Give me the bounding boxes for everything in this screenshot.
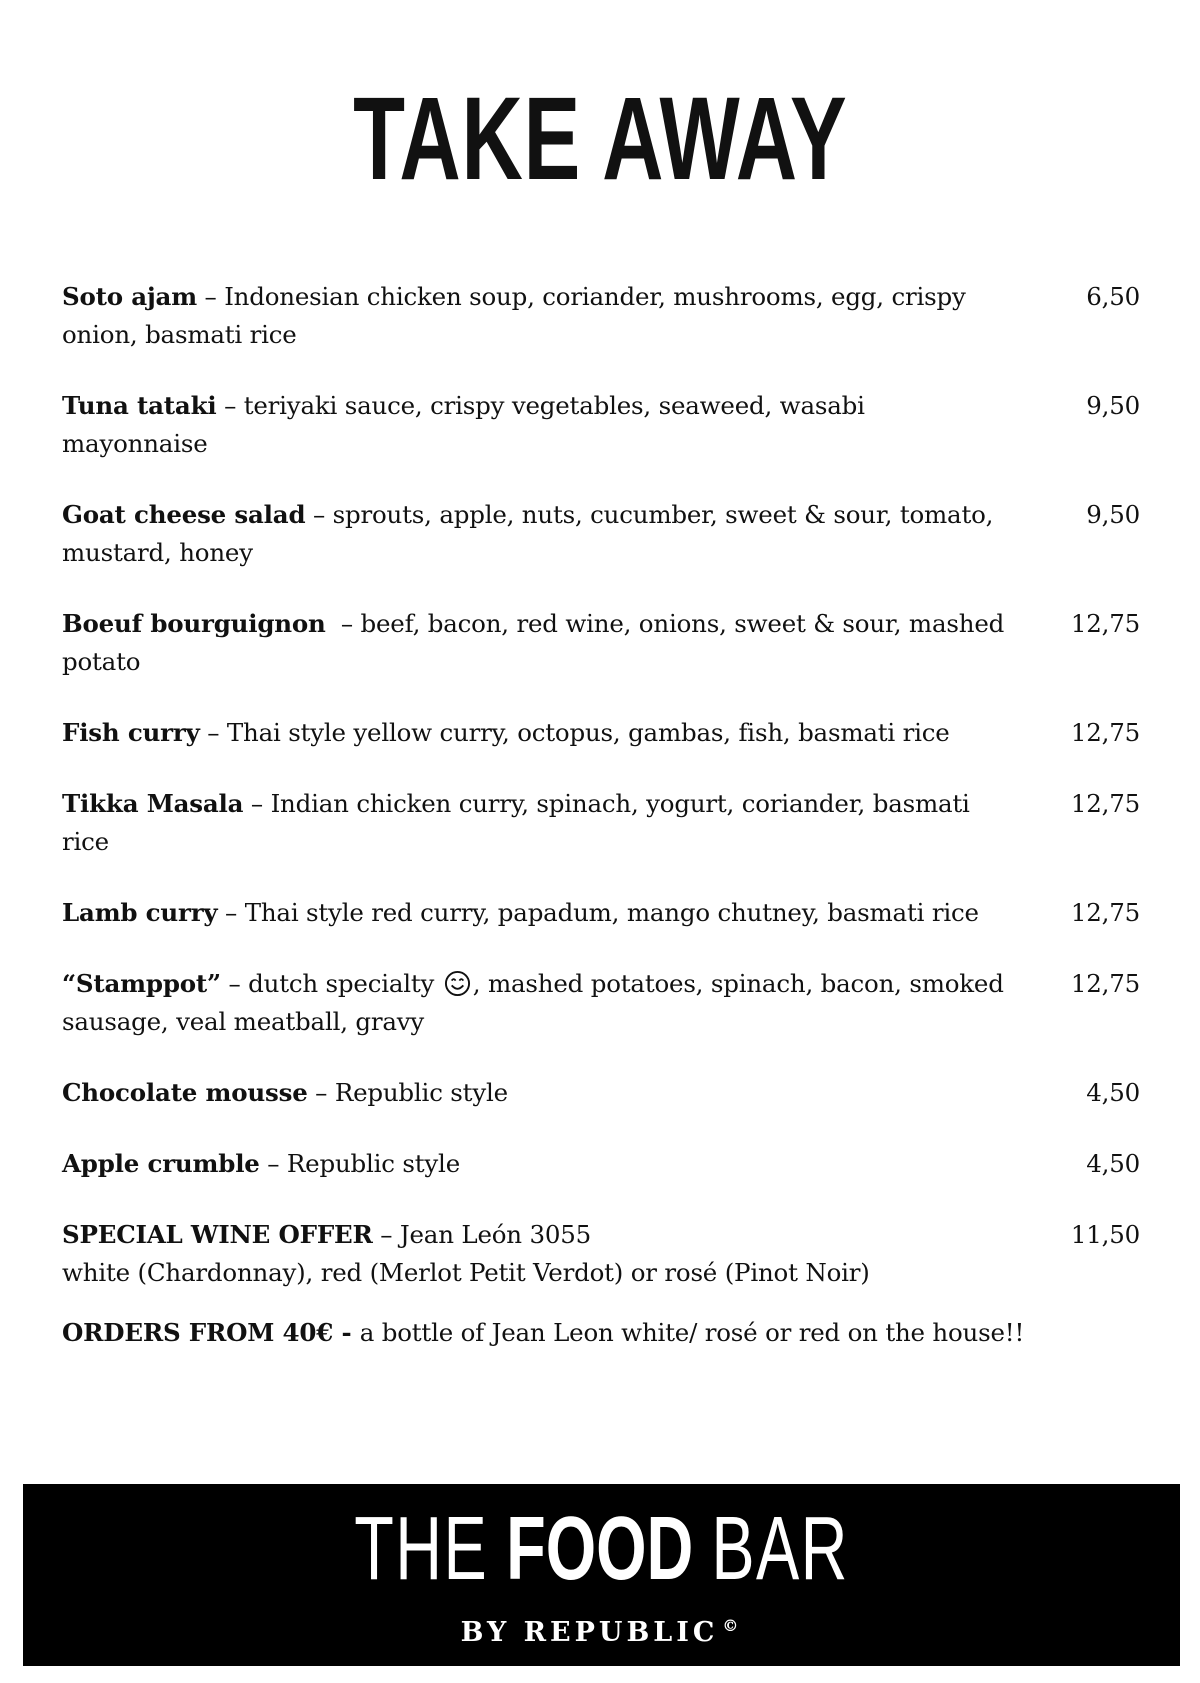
item-name: SPECIAL WINE OFFER — [62, 1220, 373, 1249]
wine-offer: SPECIAL WINE OFFER – Jean León 3055 white (Chardonnay), red (Merlot Petit Verdot) or rosé (Pinot Noir) 11,50 — [62, 1216, 1140, 1292]
menu-item: Tikka Masala – Indian chicken curry, spinach, yogurt, coriander, basmati rice 12,75 — [62, 785, 1140, 861]
item-description: Indian chicken curry, spinach, yogurt, coriander, basmati rice — [62, 789, 970, 856]
item-name: Tikka Masala — [62, 789, 244, 818]
smiley-icon — [444, 970, 471, 997]
item-name: Apple crumble — [62, 1149, 260, 1178]
menu-list — [62, 278, 1140, 1352]
item-price: 12,75 — [1070, 969, 1140, 998]
item-name: Soto ajam — [62, 282, 197, 311]
order-promo: ORDERS FROM 40€ - a bottle of Jean Leon white/ rosé or red on the house!! — [62, 1318, 1025, 1347]
item-description: Indonesian chicken soup, coriander, mushrooms, egg, crispy onion, basmati rice — [62, 282, 966, 349]
page-title: TAKE AWAY — [352, 73, 848, 205]
item-price: 12,75 — [1070, 898, 1140, 927]
item-description: teriyaki sauce, crispy vegetables, seaweed, wasabi mayonnaise — [62, 391, 865, 458]
item-description: dutch specialty — [248, 969, 435, 998]
item-description: Republic style — [286, 1149, 460, 1178]
item-description: Thai style red curry, papadum, mango chutney, basmati rice — [244, 898, 979, 927]
item-description: Thai style yellow curry, octopus, gambas, fish, basmati rice — [226, 718, 950, 747]
menu-item: Boeuf bourguignon – beef, bacon, red wine, onions, sweet & sour, mashed potato 12,75 — [62, 605, 1140, 681]
item-price: 12,75 — [1070, 609, 1140, 638]
item-name: Chocolate mousse — [62, 1078, 308, 1107]
menu-item: Apple crumble – Republic style 4,50 — [62, 1145, 1140, 1183]
item-price: 9,50 — [1086, 391, 1140, 420]
item-description: sprouts, apple, nuts, cucumber, sweet & sour, tomato, mustard, honey — [62, 500, 994, 567]
brand-logo: THE FOOD BAR — [354, 1499, 849, 1599]
item-price: 4,50 — [1086, 1149, 1140, 1178]
item-price: 9,50 — [1086, 500, 1140, 529]
item-description-rest: , mashed potatoes, spinach, bacon, smoked sausage, veal meatball, gravy — [62, 969, 1004, 1036]
item-name: “Stamppot” — [62, 969, 221, 998]
menu-item: Fish curry – Thai style yellow curry, octopus, gambas, fish, basmati rice 12,75 — [62, 714, 1140, 752]
item-price: 12,75 — [1070, 789, 1140, 818]
item-name: Boeuf bourguignon — [62, 609, 326, 638]
item-description: Republic style — [334, 1078, 508, 1107]
menu-item: Tuna tataki – teriyaki sauce, crispy vegetables, seaweed, wasabi mayonnaise 9,50 — [62, 387, 1140, 463]
menu-item: Goat cheese salad – sprouts, apple, nuts, cucumber, sweet & sour, tomato, mustard, honey 9,50 — [62, 496, 1140, 572]
menu-item: Chocolate mousse – Republic style 4,50 — [62, 1074, 1140, 1112]
menu-item: Lamb curry – Thai style red curry, papadum, mango chutney, basmati rice 12,75 — [62, 894, 1140, 932]
item-name: Goat cheese salad — [62, 500, 306, 529]
brand-tagline: BY REPUBLIC © — [460, 1616, 743, 1648]
brand-banner — [23, 1484, 1180, 1666]
wine-name: Jean León 3055 — [399, 1220, 592, 1249]
promo-title: ORDERS FROM 40€ — [62, 1318, 334, 1347]
item-name: Lamb curry — [62, 898, 218, 927]
menu-item: “Stamppot” – dutch specialty , mashed potatoes, spinach, bacon, smoked sausage, veal meatball, gravy 12,75 — [62, 965, 1140, 1041]
promo-text: a bottle of Jean Leon white/ rosé or red on the house!! — [359, 1318, 1025, 1347]
item-name: Tuna tataki — [62, 391, 217, 420]
item-name: Fish curry — [62, 718, 200, 747]
item-price: 11,50 — [1070, 1220, 1140, 1249]
item-price: 4,50 — [1086, 1078, 1140, 1107]
menu-item: Soto ajam – Indonesian chicken soup, coriander, mushrooms, egg, crispy onion, basmati rice 6,50 — [62, 278, 1140, 354]
item-price: 6,50 — [1086, 282, 1140, 311]
copyright-mark: © — [722, 1616, 743, 1635]
item-description: beef, bacon, red wine, onions, sweet & sour, mashed potato — [62, 609, 1005, 676]
wine-options: white (Chardonnay), red (Merlot Petit Verdot) or rosé (Pinot Noir) — [62, 1258, 870, 1287]
item-price: 12,75 — [1070, 718, 1140, 747]
